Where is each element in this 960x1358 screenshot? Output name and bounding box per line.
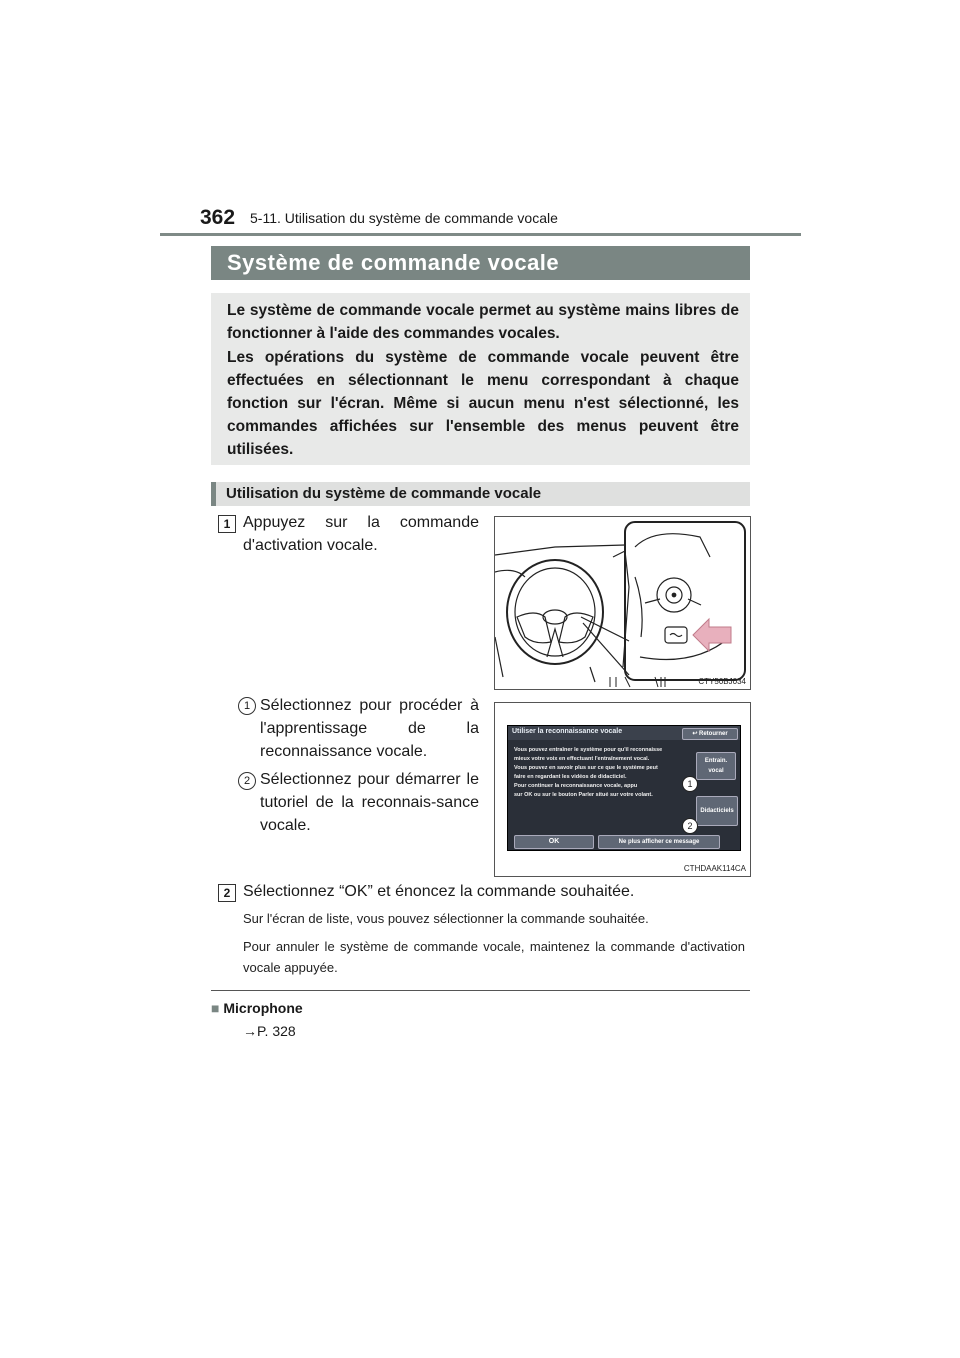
message-line-4: faire en regardant les vidéos de didacticiel. xyxy=(514,774,627,780)
voice-training-label-1: Entrain. xyxy=(704,758,728,764)
screen-message xyxy=(514,746,684,800)
figure-2-code: CTHDAAK114CA xyxy=(683,864,746,873)
page-title: Système de commande vocale xyxy=(227,250,560,275)
steering-wheel-figure xyxy=(494,516,751,690)
item-1-marker: 1 xyxy=(238,697,256,715)
item-2-marker: 2 xyxy=(238,772,256,790)
callout-2: 2 xyxy=(682,818,698,834)
screen-title: Utiliser la reconnaissance vocale xyxy=(512,728,623,735)
microphone-reference-text: P. 328 xyxy=(257,1023,296,1039)
tutorials-button[interactable]: Didacticiels xyxy=(696,796,738,826)
arrow-right-icon: → xyxy=(243,1023,257,1039)
item-1-text: Sélectionnez pour procéder à l'apprentissage de la reconnaissance vocale. xyxy=(260,697,479,760)
message-line-6: sur OK ou sur le bouton Parler situé sur votre volant. xyxy=(514,792,653,798)
figure-1-code: CTY50BJ034 xyxy=(698,677,746,686)
hide-message-button[interactable]: Ne plus afficher ce message xyxy=(598,835,720,849)
title-bar xyxy=(211,246,750,280)
message-line-5: Pour continuer la reconnaissance vocale, appu xyxy=(514,783,638,789)
section-title: 5-11. Utilisation du système de commande vocale xyxy=(250,210,558,226)
intro-paragraph-2: Les opérations du système de commande vocale peuvent être effectuées en sélectionnant le menu correspondant à chaque fonction sur l'écran. Même si aucun menu n'est sélectionné, les commandes affichées sur l'ensemble des menus peuvent être utilisées. xyxy=(227,349,739,458)
microphone-heading xyxy=(211,1000,303,1016)
callout-1: 1 xyxy=(682,776,698,792)
voice-training-button[interactable] xyxy=(696,752,736,780)
note-1: Sur l'écran de liste, vous pouvez sélectionner la commande souhaitée. xyxy=(243,911,649,926)
ok-button[interactable]: OK xyxy=(514,835,594,849)
note-2: Pour annuler le système de commande vocale, maintenez la commande d'activation vocale appuyée. xyxy=(243,939,745,975)
back-arrow-icon: ↩ xyxy=(692,731,700,737)
step-2-marker: 2 xyxy=(218,884,236,902)
steering-wheel-illustration xyxy=(495,517,750,689)
step-1-marker: 1 xyxy=(218,515,236,533)
item-2-text: Sélectionnez pour démarrer le tutoriel de la reconnais-sance vocale. xyxy=(260,771,479,834)
voice-training-label-2: vocal xyxy=(708,768,724,774)
step-1-text: Appuyez sur la commande d'activation vocale. xyxy=(243,514,479,554)
intro-box xyxy=(211,293,750,465)
step-2-text: Sélectionnez “OK” et énoncez la commande souhaitée. xyxy=(243,883,635,900)
back-button-label: Retourner xyxy=(699,731,728,737)
bottom-rule xyxy=(211,990,750,991)
display-screen xyxy=(507,725,741,851)
microphone-reference[interactable] xyxy=(243,1023,296,1039)
message-line-3: Vous pouvez en savoir plus sur ce que le système peut xyxy=(514,765,658,771)
voice-screen-figure xyxy=(494,702,751,877)
message-line-2: mieux votre voix en effectuant l'entraînement vocal. xyxy=(514,756,650,762)
page-number: 362 xyxy=(200,206,236,229)
microphone-heading-text: Microphone xyxy=(223,1000,303,1016)
back-button[interactable] xyxy=(682,728,738,740)
header-rule xyxy=(160,233,801,236)
message-line-1: Vous pouvez entraîner le système pour qu'il reconnaisse xyxy=(514,747,663,753)
subsection-strip xyxy=(211,482,216,506)
square-bullet-icon: ■ xyxy=(211,1000,220,1016)
subsection-bar xyxy=(211,482,750,506)
intro-paragraph-1: Le système de commande vocale permet au système mains libres de fonctionner à l'aide des commandes vocales. xyxy=(227,302,739,342)
subsection-title: Utilisation du système de commande vocale xyxy=(226,485,542,502)
